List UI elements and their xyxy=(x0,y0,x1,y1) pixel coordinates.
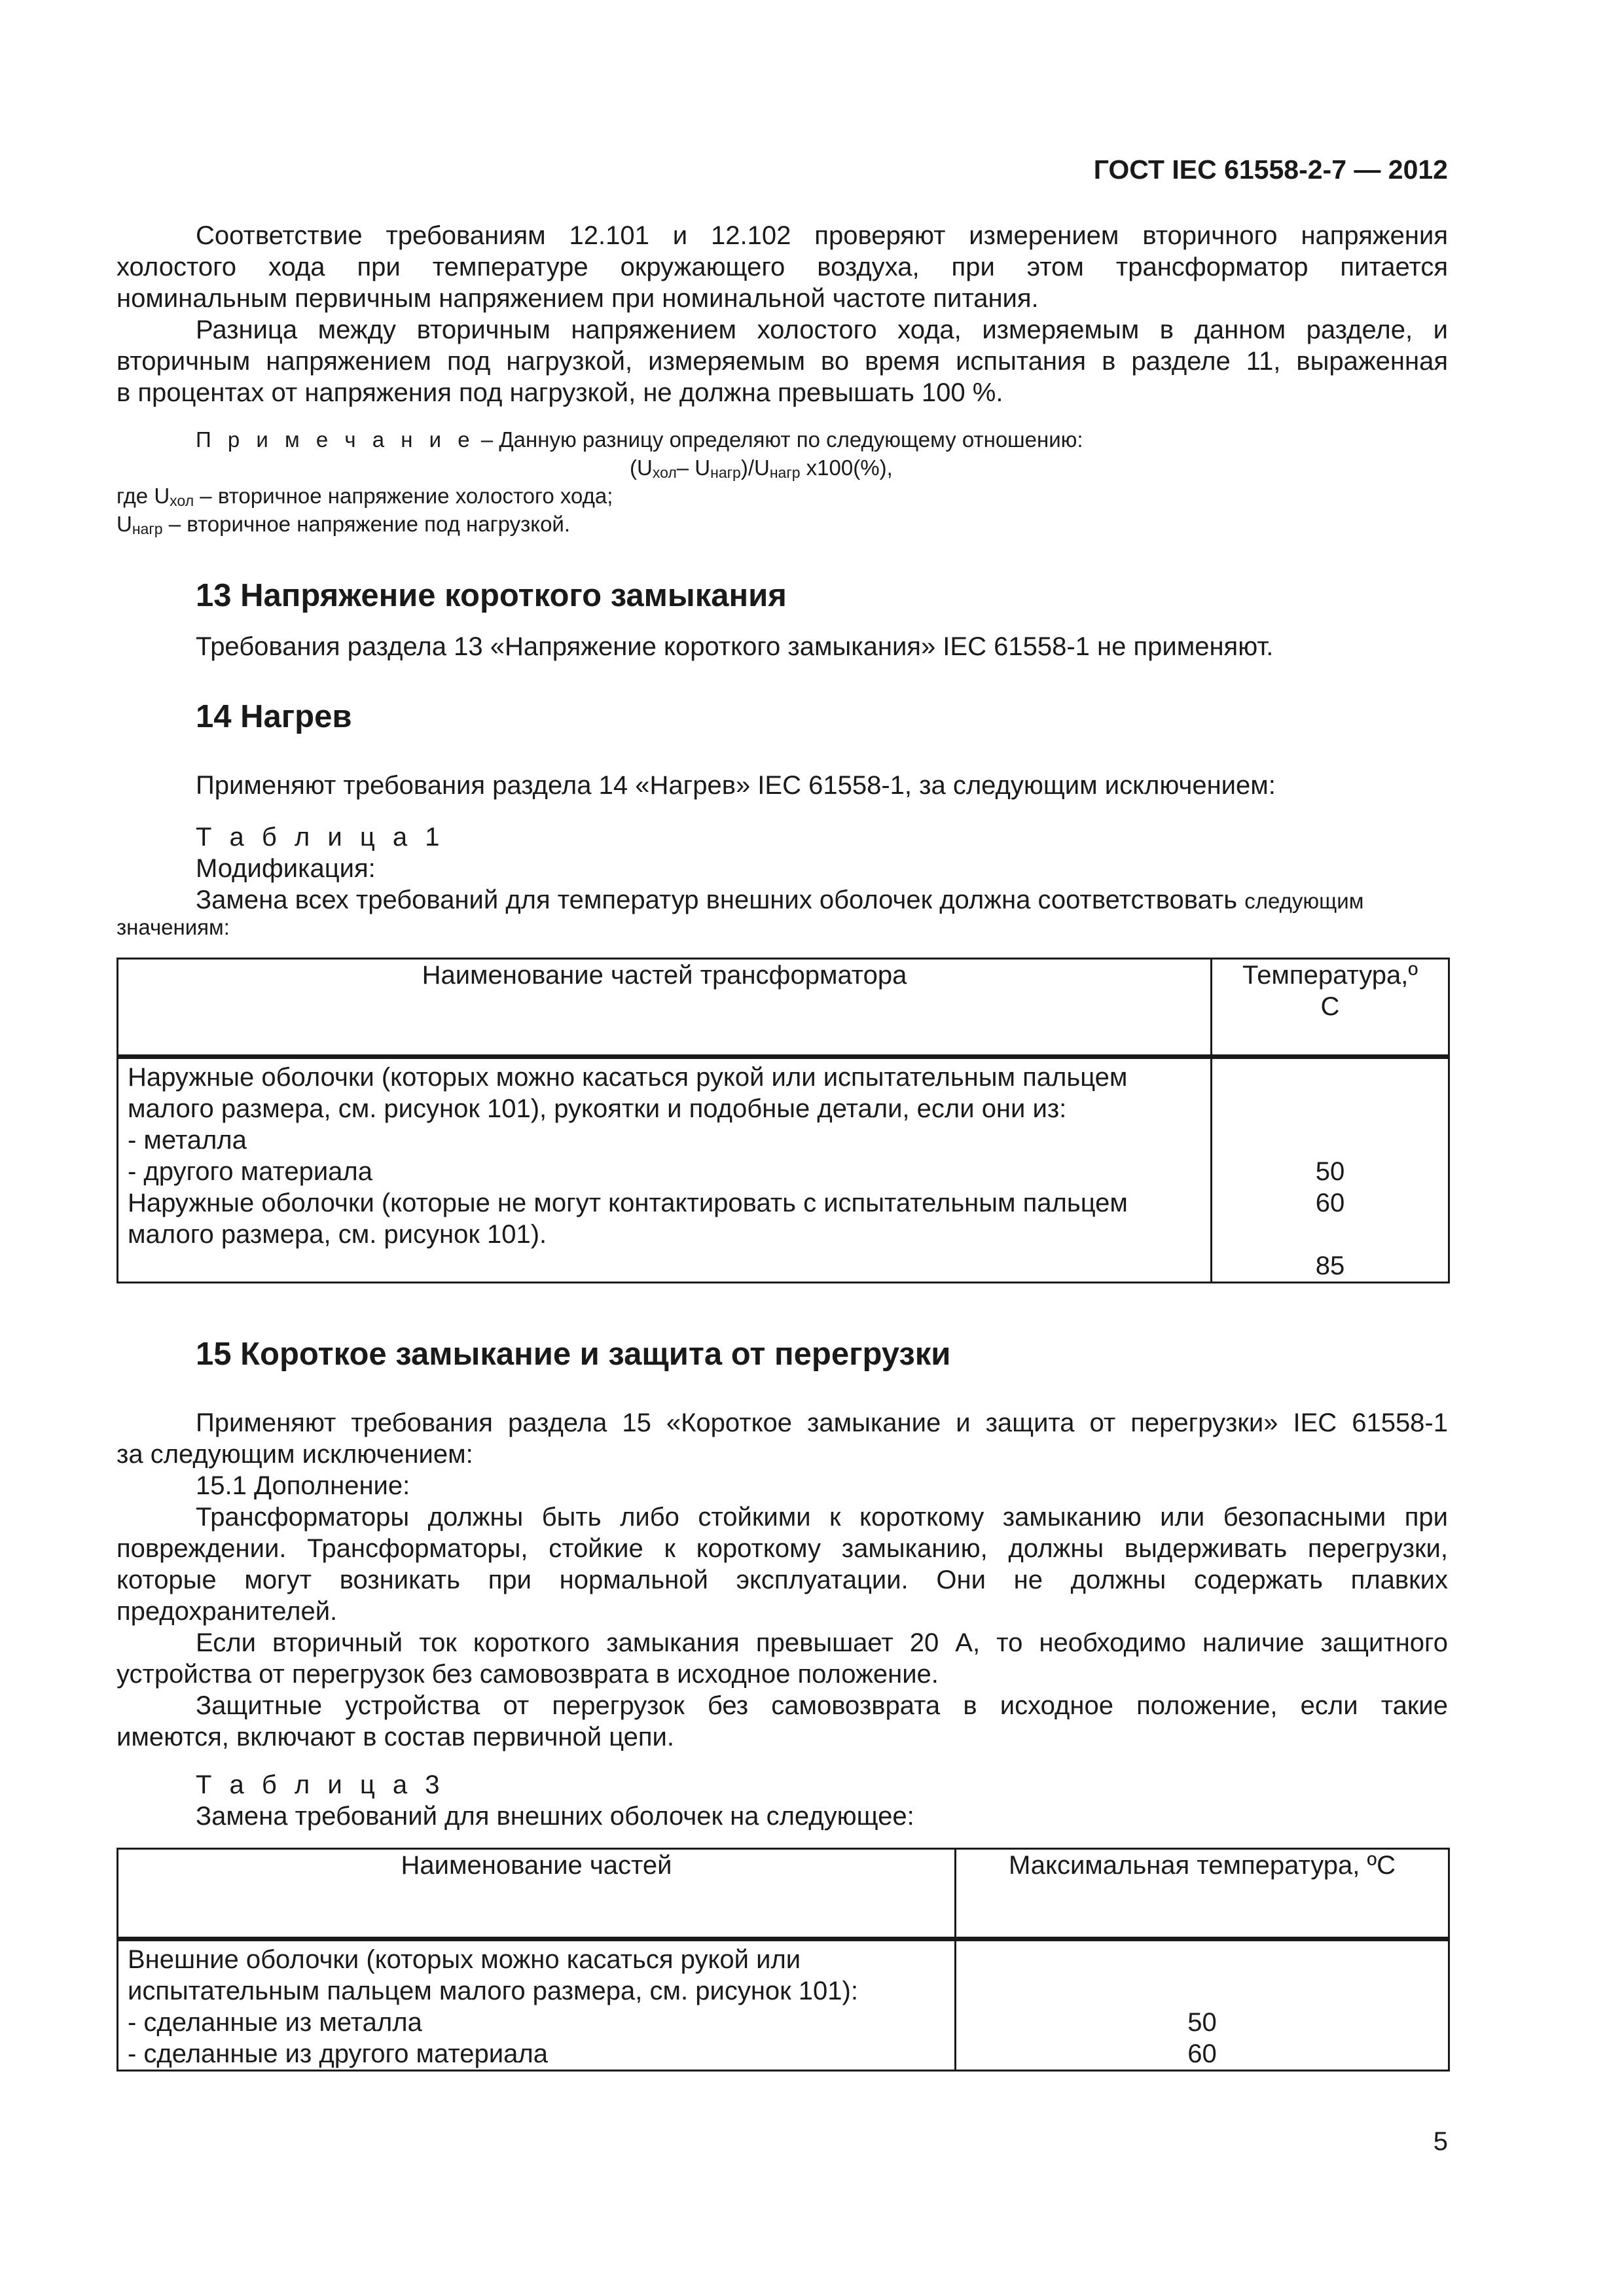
paragraph-line: Соответствие требованиям 12.101 и 12.102 проверяют измерением вторичного напряжения xyxy=(196,221,1448,250)
formula-subscript: хол xyxy=(652,464,677,481)
cell-line: Внешние оболочки (которых можно касаться рукой или xyxy=(128,1945,801,1974)
paragraph-line: которые могут возникать при нормальной эксплуатации. Они не должны содержать плавких xyxy=(117,1566,1448,1594)
header-line: Температура,º xyxy=(1242,961,1418,990)
table-cell xyxy=(118,1057,1212,1283)
paragraph-line: холостого хода при температуре окружающего воздуха, при этом трансформатор питается xyxy=(117,253,1448,281)
formula-part: (U xyxy=(630,456,653,480)
replace-continuation: значениям: xyxy=(117,915,230,939)
page-number: 5 xyxy=(1433,2127,1448,2156)
table-cell xyxy=(956,1939,1449,2071)
where-text: где U xyxy=(117,484,170,508)
formula-subscript: нагр xyxy=(769,464,801,481)
table-header-cell: Максимальная температура, ºС xyxy=(956,1849,1449,1939)
formula-part: – U xyxy=(676,456,711,480)
cell-line: - металла xyxy=(128,1126,247,1155)
note xyxy=(196,426,1083,454)
cell-line: Наружные оболочки (которые не могут контактировать с испытательным пальцем xyxy=(128,1189,1128,1217)
paragraph-line: в процентах от напряжения под нагрузкой, не должна превышать 100 %. xyxy=(117,378,1003,407)
cell-value: 50 xyxy=(1187,2008,1217,2037)
paragraph-line: номинальным первичным напряжением при номинальной частоте питания. xyxy=(117,284,1039,313)
formula-subscript: нагр xyxy=(710,464,741,481)
section-15-body xyxy=(117,1407,1448,1753)
note-label: П р и м е ч а н и е xyxy=(196,427,475,452)
table-cell xyxy=(118,1939,956,2071)
cell-line: малого размера, см. рисунок 101), рукоятки и подобные детали, если они из: xyxy=(128,1094,1067,1123)
cell-value: 60 xyxy=(1315,1189,1345,1217)
table-3-replace: Замена требований для внешних оболочек на следующее: xyxy=(196,1802,914,1831)
table-1 xyxy=(117,958,1450,1283)
paragraph-line: Разница между вторичным напряжением холостого хода, измеряемым в данном разделе, и xyxy=(196,315,1448,344)
formula xyxy=(630,454,893,482)
formula-part: x100(%), xyxy=(800,456,893,480)
section-13-title: 13 Напряжение короткого замыкания xyxy=(196,578,787,613)
paragraph-line: Если вторичный ток короткого замыкания превышает 20 А, то необходимо наличие защитного xyxy=(196,1628,1448,1657)
formula-where-2 xyxy=(117,511,570,538)
section-13-text: Требования раздела 13 «Напряжение короткого замыкания» IEC 61558-1 не применяют. xyxy=(196,632,1274,661)
table-header-row xyxy=(118,1849,1449,1939)
where-subscript: нагр xyxy=(132,520,163,537)
table-cell xyxy=(1212,1057,1449,1283)
replace-text xyxy=(196,884,1363,916)
where-text: – вторичное напряжение под нагрузкой. xyxy=(162,512,571,536)
table-header-cell xyxy=(1212,959,1449,1057)
section-14-title: 14 Нагрев xyxy=(196,699,352,734)
paragraph-compliance xyxy=(117,220,1448,408)
where-text: – вторичное напряжение холостого хода; xyxy=(194,484,613,508)
paragraph-line: устройства от перегрузок без самовозврата в исходное положение. xyxy=(117,1660,939,1689)
cell-line: малого размера, см. рисунок 101). xyxy=(128,1220,547,1249)
table-1-label: Т а б л и ц а 1 xyxy=(196,823,445,852)
cell-line: - другого материала xyxy=(128,1157,373,1186)
paragraph-line: Защитные устройства от перегрузок без самовозврата в исходное положение, если такие xyxy=(196,1691,1448,1720)
where-text: U xyxy=(117,512,132,536)
replace-small: следующим xyxy=(1244,889,1364,913)
cell-value: 85 xyxy=(1315,1251,1345,1280)
paragraph-line: вторичным напряжением под нагрузкой, измеряемым во время испытания в разделе 11, выраженная xyxy=(117,347,1448,376)
paragraph-line: повреждении. Трансформаторы, стойкие к короткому замыканию, должны выдерживать перегрузки, xyxy=(117,1534,1448,1563)
cell-value: 50 xyxy=(1315,1157,1345,1186)
cell-line: - сделанные из металла xyxy=(128,2008,422,2037)
paragraph-line: имеются, включают в состав первичной цепи. xyxy=(117,1723,675,1751)
where-subscript: хол xyxy=(170,492,194,509)
table-header-row xyxy=(118,959,1449,1057)
paragraph-line: за следующим исключением: xyxy=(117,1440,473,1469)
formula-where-1 xyxy=(117,482,613,510)
document-header: ГОСТ IEC 61558-2-7 — 2012 xyxy=(1093,154,1448,185)
table-3-label: Т а б л и ц а 3 xyxy=(196,1770,445,1799)
table-row xyxy=(118,1939,1449,2071)
note-text: – Данную разницу определяют по следующему отношению: xyxy=(475,427,1083,452)
header-line: С xyxy=(1320,992,1340,1021)
section-14-text: Применяют требования раздела 14 «Нагрев» IEC 61558-1, за следующим исключением: xyxy=(196,771,1276,800)
paragraph-line: Применяют требования раздела 15 «Короткое замыкание и защита от перегрузки» IEC 61558-1 xyxy=(196,1408,1448,1437)
formula-part: )/U xyxy=(740,456,770,480)
cell-value: 60 xyxy=(1187,2039,1217,2068)
paragraph-line: 15.1 Дополнение: xyxy=(196,1471,410,1500)
table-header-cell: Наименование частей xyxy=(118,1849,956,1939)
section-15-title: 15 Короткое замыкание и защита от перегрузки xyxy=(196,1336,951,1372)
replace-main: Замена всех требований для температур внешних оболочек должна соответствовать xyxy=(196,886,1245,914)
modification-label: Модификация: xyxy=(196,854,376,883)
paragraph-line: Трансформаторы должны быть либо стойкими к короткому замыканию или безопасными при xyxy=(196,1503,1448,1532)
paragraph-line: предохранителей. xyxy=(117,1597,338,1626)
table-3 xyxy=(117,1848,1450,2072)
cell-line: Наружные оболочки (которых можно касаться рукой или испытательным пальцем xyxy=(128,1063,1128,1092)
cell-line: испытательным пальцем малого размера, см. рисунок 101): xyxy=(128,1977,858,2005)
cell-line: - сделанные из другого материала xyxy=(128,2039,548,2068)
table-row xyxy=(118,1057,1449,1283)
table-header-cell: Наименование частей трансформатора xyxy=(118,959,1212,1057)
